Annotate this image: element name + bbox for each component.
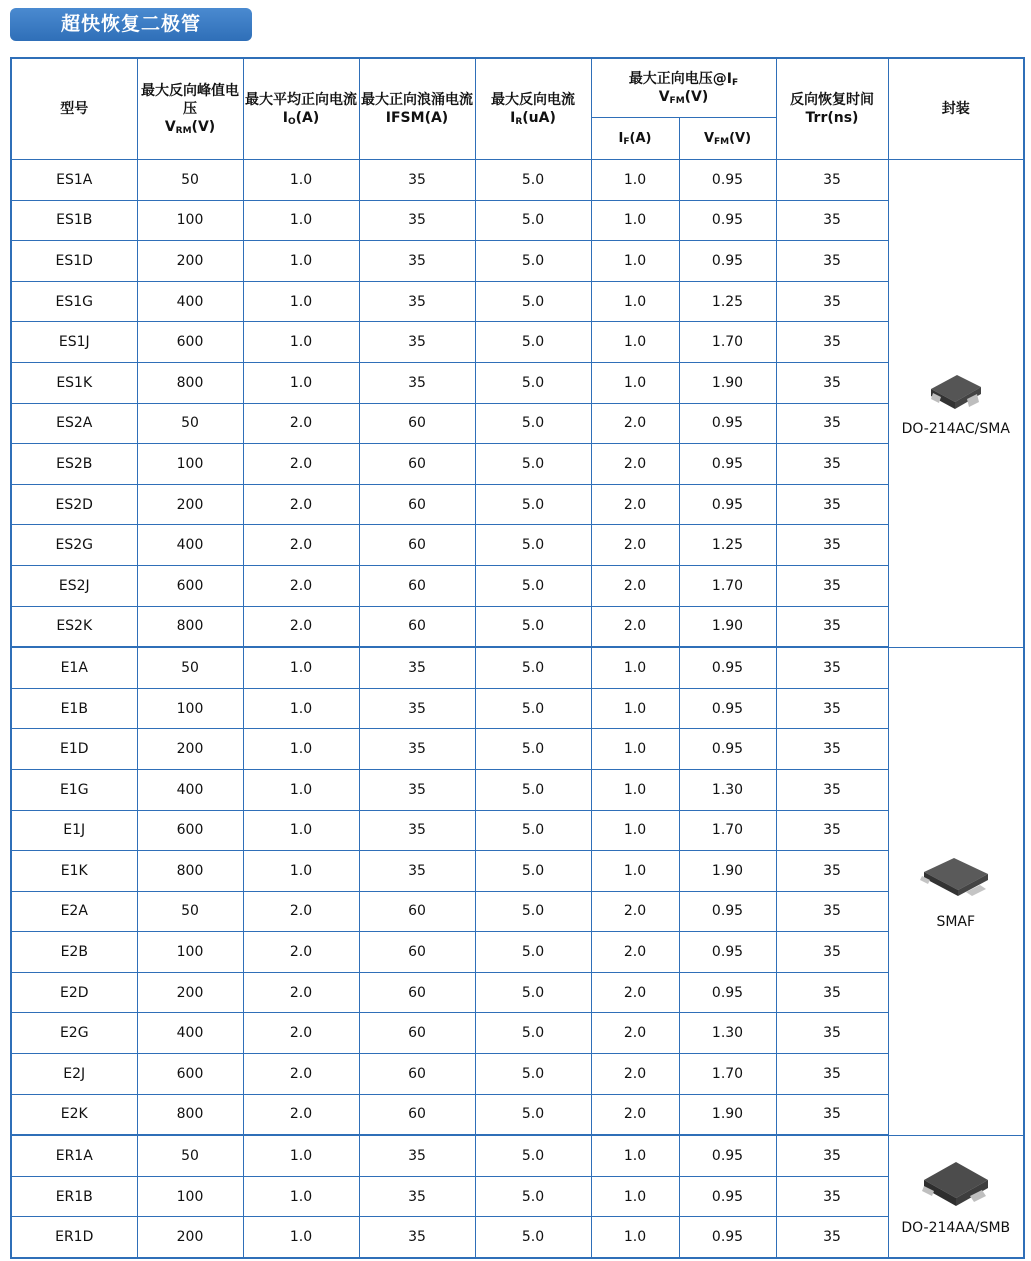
cell-model: E1G: [11, 769, 137, 810]
diode-spec-table: [10, 57, 1025, 1259]
cell-ir: 5.0: [475, 241, 591, 282]
table-row: [11, 1094, 1024, 1135]
header-if: $I_F(A)$: [591, 118, 679, 160]
cell-ifsm: 35: [359, 729, 475, 770]
cell-model: E1K: [11, 851, 137, 892]
cell-model: ES2A: [11, 403, 137, 444]
cell-model: ES1K: [11, 362, 137, 403]
cell-model: E2J: [11, 1054, 137, 1095]
table-row: [11, 484, 1024, 525]
cell-vrrm: 800: [137, 606, 243, 647]
cell-vrrm: 50: [137, 1135, 243, 1176]
cell-if: 1.0: [591, 362, 679, 403]
cell-vrrm: 600: [137, 322, 243, 363]
cell-vrrm: 100: [137, 1176, 243, 1217]
cell-ifsm: 60: [359, 1013, 475, 1054]
cell-ifsm: 35: [359, 160, 475, 201]
cell-model: E2B: [11, 932, 137, 973]
cell-vrrm: 100: [137, 932, 243, 973]
cell-vrrm: 800: [137, 851, 243, 892]
cell-trr: 35: [776, 484, 888, 525]
cell-io: 1.0: [243, 851, 359, 892]
sma-package-icon: [889, 369, 1024, 415]
cell-trr: 35: [776, 891, 888, 932]
cell-model: E2A: [11, 891, 137, 932]
table-row: [11, 688, 1024, 729]
cell-if: 2.0: [591, 403, 679, 444]
cell-ir: 5.0: [475, 322, 591, 363]
cell-trr: 35: [776, 1135, 888, 1176]
cell-if: 2.0: [591, 1094, 679, 1135]
cell-vrrm: 400: [137, 281, 243, 322]
cell-io: 2.0: [243, 1094, 359, 1135]
cell-trr: 35: [776, 281, 888, 322]
cell-if: 2.0: [591, 565, 679, 606]
cell-if: 1.0: [591, 729, 679, 770]
cell-io: 1.0: [243, 647, 359, 688]
cell-vrrm: 100: [137, 444, 243, 485]
cell-ifsm: 35: [359, 810, 475, 851]
cell-vrrm: 800: [137, 1094, 243, 1135]
table-row: [11, 647, 1024, 688]
package-cell: [888, 160, 1024, 648]
cell-if: 1.0: [591, 281, 679, 322]
cell-vrrm: 100: [137, 688, 243, 729]
cell-ifsm: 60: [359, 444, 475, 485]
cell-trr: 35: [776, 525, 888, 566]
cell-if: 1.0: [591, 200, 679, 241]
cell-model: ER1A: [11, 1135, 137, 1176]
cell-if: 1.0: [591, 1176, 679, 1217]
cell-vfm: 1.25: [679, 281, 776, 322]
package-label: SMAF: [936, 914, 976, 931]
table-row: [11, 444, 1024, 485]
cell-ir: 5.0: [475, 891, 591, 932]
cell-vfm: 1.90: [679, 851, 776, 892]
cell-trr: 35: [776, 810, 888, 851]
cell-io: 1.0: [243, 1217, 359, 1258]
cell-vfm: 1.90: [679, 606, 776, 647]
cell-ir: 5.0: [475, 200, 591, 241]
cell-model: ES1B: [11, 200, 137, 241]
cell-ifsm: 60: [359, 565, 475, 606]
cell-ifsm: 35: [359, 1135, 475, 1176]
cell-model: ES1J: [11, 322, 137, 363]
table-row: [11, 851, 1024, 892]
cell-ifsm: 60: [359, 403, 475, 444]
cell-vfm: 0.95: [679, 200, 776, 241]
cell-ifsm: 60: [359, 972, 475, 1013]
cell-vrrm: 50: [137, 647, 243, 688]
cell-trr: 35: [776, 769, 888, 810]
cell-io: 1.0: [243, 1176, 359, 1217]
cell-model: E1D: [11, 729, 137, 770]
cell-trr: 35: [776, 972, 888, 1013]
cell-model: E1A: [11, 647, 137, 688]
cell-vfm: 1.90: [679, 1094, 776, 1135]
cell-io: 2.0: [243, 525, 359, 566]
cell-trr: 35: [776, 160, 888, 201]
table-row: [11, 606, 1024, 647]
cell-ir: 5.0: [475, 403, 591, 444]
header-vf: $V_{FM}(V)$: [679, 118, 776, 160]
table-row: [11, 160, 1024, 201]
cell-vfm: 0.95: [679, 160, 776, 201]
cell-trr: 35: [776, 241, 888, 282]
cell-vfm: 1.70: [679, 565, 776, 606]
cell-ifsm: 35: [359, 688, 475, 729]
header-vfm: 最大正向电压$@I_F$ $V_{FM}(V)$: [591, 58, 776, 118]
header-trr: 反向恢复时间 Trr(ns): [776, 58, 888, 160]
cell-if: 1.0: [591, 810, 679, 851]
header-io: 最大平均正向电流 $I_O(A)$: [243, 58, 359, 160]
cell-if: 1.0: [591, 1135, 679, 1176]
cell-model: ES1G: [11, 281, 137, 322]
cell-ir: 5.0: [475, 160, 591, 201]
cell-trr: 35: [776, 1054, 888, 1095]
table-row: [11, 891, 1024, 932]
cell-vfm: 0.95: [679, 241, 776, 282]
cell-io: 2.0: [243, 1013, 359, 1054]
cell-if: 1.0: [591, 769, 679, 810]
package-label: DO-214AA/SMB: [901, 1220, 1011, 1237]
cell-ir: 5.0: [475, 647, 591, 688]
cell-io: 1.0: [243, 200, 359, 241]
cell-ir: 5.0: [475, 769, 591, 810]
cell-io: 2.0: [243, 444, 359, 485]
cell-ifsm: 35: [359, 851, 475, 892]
table-row: [11, 322, 1024, 363]
cell-vfm: 0.95: [679, 1217, 776, 1258]
cell-vrrm: 50: [137, 403, 243, 444]
cell-vfm: 1.70: [679, 322, 776, 363]
cell-model: ER1B: [11, 1176, 137, 1217]
table-row: [11, 1054, 1024, 1095]
cell-if: 2.0: [591, 525, 679, 566]
cell-if: 2.0: [591, 444, 679, 485]
table-row: [11, 932, 1024, 973]
cell-vfm: 1.25: [679, 525, 776, 566]
cell-vrrm: 50: [137, 891, 243, 932]
cell-io: 2.0: [243, 565, 359, 606]
cell-ir: 5.0: [475, 932, 591, 973]
cell-io: 2.0: [243, 1054, 359, 1095]
cell-vfm: 0.95: [679, 1176, 776, 1217]
table-row: [11, 525, 1024, 566]
cell-if: 1.0: [591, 241, 679, 282]
cell-ifsm: 35: [359, 1217, 475, 1258]
table-row: [11, 729, 1024, 770]
cell-vrrm: 50: [137, 160, 243, 201]
cell-model: E2G: [11, 1013, 137, 1054]
table-row: [11, 362, 1024, 403]
table-body: [11, 160, 1024, 1259]
cell-ifsm: 60: [359, 1094, 475, 1135]
table-row: [11, 241, 1024, 282]
cell-vrrm: 800: [137, 362, 243, 403]
cell-trr: 35: [776, 851, 888, 892]
cell-vrrm: 400: [137, 525, 243, 566]
cell-vrrm: 200: [137, 972, 243, 1013]
cell-model: E2K: [11, 1094, 137, 1135]
table-row: [11, 769, 1024, 810]
table-row: [11, 281, 1024, 322]
package-cell: [888, 1135, 1024, 1258]
cell-ir: 5.0: [475, 281, 591, 322]
header-ifsm: 最大正向浪涌电流 IFSM(A): [359, 58, 475, 160]
cell-io: 1.0: [243, 362, 359, 403]
cell-vrrm: 600: [137, 810, 243, 851]
cell-ir: 5.0: [475, 1094, 591, 1135]
cell-vrrm: 200: [137, 241, 243, 282]
cell-ifsm: 35: [359, 241, 475, 282]
cell-trr: 35: [776, 200, 888, 241]
cell-trr: 35: [776, 1094, 888, 1135]
cell-io: 2.0: [243, 972, 359, 1013]
smb-package-icon: [889, 1156, 1024, 1214]
cell-io: 1.0: [243, 1135, 359, 1176]
cell-io: 1.0: [243, 160, 359, 201]
cell-model: ES2G: [11, 525, 137, 566]
cell-trr: 35: [776, 565, 888, 606]
cell-ir: 5.0: [475, 1217, 591, 1258]
cell-vrrm: 200: [137, 1217, 243, 1258]
table-row: [11, 1013, 1024, 1054]
table-row: [11, 1176, 1024, 1217]
cell-ifsm: 35: [359, 362, 475, 403]
cell-ir: 5.0: [475, 525, 591, 566]
cell-trr: 35: [776, 1217, 888, 1258]
table-row: [11, 1217, 1024, 1258]
cell-ir: 5.0: [475, 851, 591, 892]
cell-trr: 35: [776, 444, 888, 485]
cell-ir: 5.0: [475, 729, 591, 770]
cell-trr: 35: [776, 729, 888, 770]
cell-io: 1.0: [243, 729, 359, 770]
cell-model: E1B: [11, 688, 137, 729]
cell-vrrm: 400: [137, 769, 243, 810]
cell-ifsm: 35: [359, 1176, 475, 1217]
cell-if: 1.0: [591, 688, 679, 729]
cell-ir: 5.0: [475, 810, 591, 851]
cell-ifsm: 60: [359, 484, 475, 525]
cell-io: 1.0: [243, 810, 359, 851]
cell-ifsm: 60: [359, 606, 475, 647]
smaf-package-icon: [889, 852, 1024, 908]
cell-if: 1.0: [591, 647, 679, 688]
cell-vfm: 0.95: [679, 484, 776, 525]
cell-vrrm: 100: [137, 200, 243, 241]
cell-if: 1.0: [591, 160, 679, 201]
cell-vfm: 0.95: [679, 972, 776, 1013]
cell-model: ES1A: [11, 160, 137, 201]
cell-vrrm: 600: [137, 1054, 243, 1095]
cell-io: 2.0: [243, 484, 359, 525]
cell-ifsm: 35: [359, 322, 475, 363]
cell-model: ER1D: [11, 1217, 137, 1258]
cell-ir: 5.0: [475, 606, 591, 647]
cell-io: 2.0: [243, 891, 359, 932]
cell-io: 1.0: [243, 688, 359, 729]
cell-io: 1.0: [243, 281, 359, 322]
cell-trr: 35: [776, 688, 888, 729]
cell-io: 1.0: [243, 769, 359, 810]
cell-trr: 35: [776, 932, 888, 973]
cell-trr: 35: [776, 1013, 888, 1054]
table-row: [11, 1135, 1024, 1176]
cell-if: 2.0: [591, 1013, 679, 1054]
cell-ifsm: 35: [359, 647, 475, 688]
cell-model: ES2J: [11, 565, 137, 606]
cell-ifsm: 60: [359, 525, 475, 566]
table-row: [11, 972, 1024, 1013]
cell-vrrm: 400: [137, 1013, 243, 1054]
table-row: [11, 810, 1024, 851]
cell-if: 2.0: [591, 891, 679, 932]
package-cell: [888, 647, 1024, 1135]
cell-model: ES2K: [11, 606, 137, 647]
header-package: 封装: [888, 58, 1024, 160]
cell-model: E2D: [11, 972, 137, 1013]
cell-if: 1.0: [591, 322, 679, 363]
cell-ir: 5.0: [475, 1013, 591, 1054]
cell-vfm: 1.90: [679, 362, 776, 403]
cell-if: 2.0: [591, 932, 679, 973]
cell-model: ES2D: [11, 484, 137, 525]
cell-ifsm: 35: [359, 769, 475, 810]
cell-model: E1J: [11, 810, 137, 851]
package-label: DO-214AC/SMA: [901, 421, 1010, 438]
cell-ir: 5.0: [475, 362, 591, 403]
cell-ir: 5.0: [475, 1135, 591, 1176]
cell-ir: 5.0: [475, 972, 591, 1013]
header-model: 型号: [11, 58, 137, 160]
cell-vfm: 0.95: [679, 403, 776, 444]
cell-trr: 35: [776, 1176, 888, 1217]
cell-trr: 35: [776, 403, 888, 444]
cell-trr: 35: [776, 606, 888, 647]
cell-vfm: 0.95: [679, 444, 776, 485]
cell-vfm: 1.70: [679, 810, 776, 851]
cell-model: ES1D: [11, 241, 137, 282]
cell-ir: 5.0: [475, 1054, 591, 1095]
cell-vfm: 1.30: [679, 769, 776, 810]
cell-io: 2.0: [243, 606, 359, 647]
cell-trr: 35: [776, 647, 888, 688]
cell-ir: 5.0: [475, 1176, 591, 1217]
header-vrrm: 最大反向峰值电压 $V_{RM}(V)$: [137, 58, 243, 160]
cell-model: ES2B: [11, 444, 137, 485]
cell-vfm: 0.95: [679, 932, 776, 973]
cell-vrrm: 600: [137, 565, 243, 606]
cell-ir: 5.0: [475, 484, 591, 525]
cell-ifsm: 60: [359, 1054, 475, 1095]
cell-ifsm: 35: [359, 281, 475, 322]
cell-vfm: 0.95: [679, 1135, 776, 1176]
cell-vfm: 1.70: [679, 1054, 776, 1095]
cell-io: 1.0: [243, 241, 359, 282]
cell-vfm: 1.30: [679, 1013, 776, 1054]
cell-io: 2.0: [243, 403, 359, 444]
table-row: [11, 403, 1024, 444]
cell-ifsm: 60: [359, 932, 475, 973]
cell-vfm: 0.95: [679, 729, 776, 770]
cell-io: 1.0: [243, 322, 359, 363]
cell-ifsm: 35: [359, 200, 475, 241]
header-ir: 最大反向电流 $I_R(uA)$: [475, 58, 591, 160]
cell-if: 2.0: [591, 1054, 679, 1095]
cell-vrrm: 200: [137, 484, 243, 525]
cell-vfm: 0.95: [679, 891, 776, 932]
cell-trr: 35: [776, 362, 888, 403]
cell-ir: 5.0: [475, 444, 591, 485]
cell-if: 2.0: [591, 606, 679, 647]
cell-vrrm: 200: [137, 729, 243, 770]
page-title: 超快恢复二极管: [10, 8, 252, 41]
cell-if: 1.0: [591, 851, 679, 892]
cell-vfm: 0.95: [679, 647, 776, 688]
cell-if: 2.0: [591, 972, 679, 1013]
cell-ifsm: 60: [359, 891, 475, 932]
cell-io: 2.0: [243, 932, 359, 973]
cell-if: 2.0: [591, 484, 679, 525]
cell-ir: 5.0: [475, 565, 591, 606]
cell-ir: 5.0: [475, 688, 591, 729]
cell-trr: 35: [776, 322, 888, 363]
table-row: [11, 200, 1024, 241]
cell-if: 1.0: [591, 1217, 679, 1258]
table-row: [11, 565, 1024, 606]
cell-vfm: 0.95: [679, 688, 776, 729]
